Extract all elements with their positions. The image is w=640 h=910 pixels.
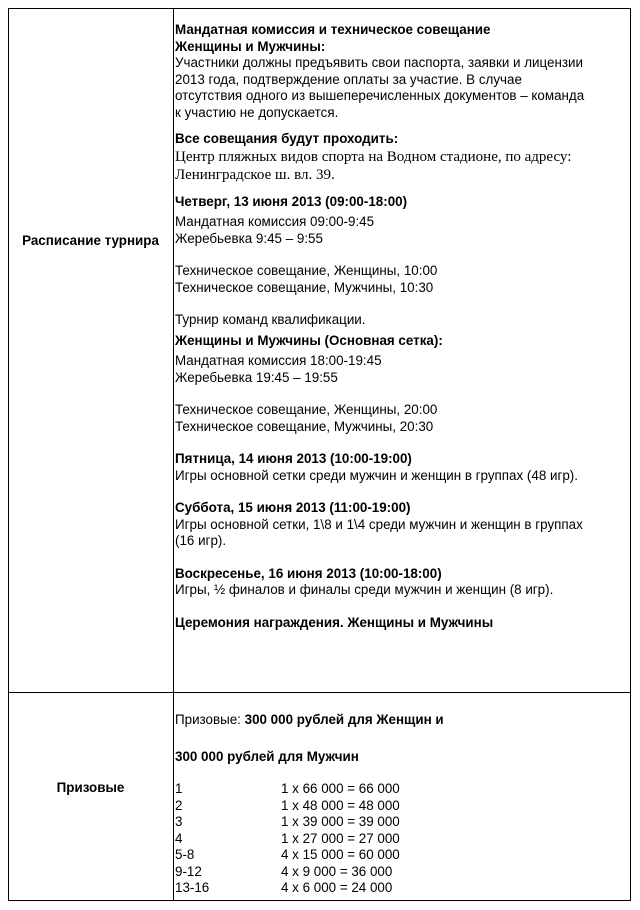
women-prize-amount: 300 000 рублей для Женщин и — [244, 712, 444, 727]
prize-calc: 4 х 9 000 = 36 000 — [281, 863, 393, 879]
schedule-item: Жеребьевка 19:45 – 19:55 — [175, 369, 338, 385]
prize-place: 3 — [175, 814, 183, 829]
meetings-title: Все совещания будут проходить: — [175, 131, 399, 146]
prize-calc: 4 х 15 000 = 60 000 — [281, 847, 400, 862]
thursday-title: Четверг, 13 июня 2013 (09:00-18:00) — [175, 193, 408, 209]
prize-place: 4 — [175, 830, 183, 846]
venue-line: Центр пляжных видов спорта на Водном стадионе, по адресу: — [175, 148, 572, 165]
schedule-item: Жеребьевка 9:45 – 9:55 — [175, 230, 323, 246]
prize-calc: 1 х 48 000 = 48 000 — [281, 797, 400, 813]
men-prize-amount: 300 000 рублей для Мужчин — [175, 748, 359, 764]
prize-row — [175, 847, 627, 864]
ceremony-title: Церемония награждения. Женщины и Мужчины — [175, 614, 494, 630]
prizes-cell — [175, 712, 627, 897]
prizes-intro — [175, 712, 627, 729]
mandate-title: Мандатная комиссия и техническое совещание — [175, 22, 491, 37]
row-divider — [8, 692, 631, 693]
schedule-item: Техническое совещание, Женщины, 20:00 — [175, 402, 438, 417]
mandate-text-line: к участию не допускается. — [175, 104, 339, 120]
saturday-title: Суббота, 15 июня 2013 (11:00-19:00) — [175, 500, 411, 515]
venue-line: Ленинградское ш. вл. 39. — [175, 166, 335, 183]
prize-calc: 1 х 39 000 = 39 000 — [281, 814, 400, 829]
schedule-label: Расписание турнира — [22, 233, 159, 248]
sunday-text: Игры, ½ финалов и финалы среди мужчин и женщин (8 игр). — [175, 582, 554, 597]
prizes-label: Призовые — [56, 780, 125, 795]
column-divider — [173, 8, 174, 901]
prize-place: 5-8 — [175, 847, 195, 862]
mandate-subtitle: Женщины и Мужчины: — [175, 38, 326, 54]
schedule-item: Техническое совещание, Женщины, 10:00 — [175, 263, 438, 278]
saturday-text: Игры основной сетки, 1\8 и 1\4 среди мужчин и женщин в группах — [175, 516, 583, 532]
prize-place: 2 — [175, 797, 183, 813]
schedule-item: Мандатная комиссия 09:00-9:45 — [175, 214, 375, 229]
sunday-title: Воскресенье, 16 июня 2013 (10:00-18:00) — [175, 565, 442, 581]
main-draw-title: Женщины и Мужчины (Основная сетка): — [175, 332, 443, 348]
schedule-item: Мандатная комиссия 18:00-19:45 — [175, 353, 382, 368]
prize-row — [175, 781, 627, 798]
prize-row — [175, 814, 627, 831]
prize-calc: 1 х 66 000 = 66 000 — [281, 781, 400, 796]
prize-place: 1 — [175, 781, 183, 796]
prizes-intro-label: Призовые: — [175, 712, 245, 727]
prize-calc: 4 х 6 000 = 24 000 — [281, 880, 393, 895]
prize-place: 9-12 — [175, 863, 202, 879]
mandate-text-line: Участники должны предъявить свои паспорта, заявки и лицензии — [175, 55, 583, 70]
prize-row — [175, 880, 627, 897]
prize-row — [175, 798, 627, 815]
schedule-item: Техническое совещание, Мужчины, 20:30 — [175, 418, 434, 434]
saturday-text: (16 игр). — [175, 533, 227, 548]
schedule-cell — [175, 22, 627, 631]
mandate-text-line: 2013 года, подтверждение оплаты за участие. В случае — [175, 71, 522, 87]
mandate-text-line: отсутствия одного из вышеперечисленных документов – команда — [175, 88, 585, 103]
qualification-note: Турнир команд квалификации. — [175, 312, 366, 327]
prize-row — [175, 831, 627, 848]
friday-text: Игры основной сетки среди мужчин и женщин в группах (48 игр). — [175, 467, 578, 483]
schedule-item: Техническое совещание, Мужчины, 10:30 — [175, 279, 434, 295]
prize-calc: 1 х 27 000 = 27 000 — [281, 830, 400, 846]
prize-row — [175, 864, 627, 881]
friday-title: Пятница, 14 июня 2013 (10:00-19:00) — [175, 451, 412, 466]
prize-place: 13-16 — [175, 880, 210, 895]
